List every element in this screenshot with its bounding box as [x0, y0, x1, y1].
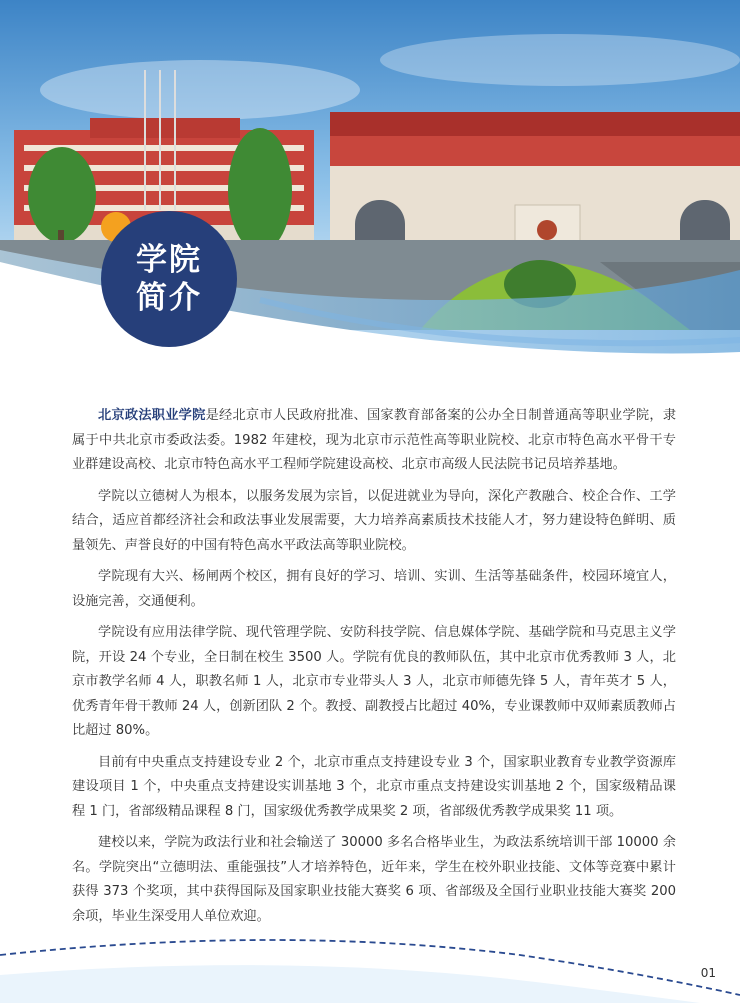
badge-line-1: 学院 — [136, 242, 202, 278]
paragraph-1-text: 是经北京市人民政府批准、国家教育部备案的公办全日制普通高等职业学院，隶属于中共北京市委政法委。1982 年建校，现为北京市示范性高等职业院校、北京市特色高水平骨干专业群建设高校、北京市特色高水平工程师学院建设高校、北京市高级人民法院书记员培养基地。 — [72, 408, 677, 472]
page-number: 01 — [700, 966, 716, 980]
paragraph-5: 目前有中央重点支持建设专业 2 个，北京市重点支持建设专业 3 个，国家职业教育专业教学资源库建设项目 1 个，中央重点支持建设实训基地 3 个，北京市重点支持建设实训基地 2 个，国家级精品课程 1 门，省部级精品课程 8 门，国家级优秀教学成果奖 2 项，省部级优秀教学成果奖 11 项。 — [72, 754, 676, 819]
paragraph-3: 学院现有大兴、杨闸两个校区，拥有良好的学习、培训、实训、生活等基础条件，校园环境宜人，设施完善，交通便利。 — [72, 569, 676, 609]
paragraph-4: 学院设有应用法律学院、现代管理学院、安防科技学院、信息媒体学院、基础学院和马克思主义学院，开设 24 个专业，全日制在校生 3500 人。学院有优良的教师队伍，其中北京市优秀教师 3 人，北京市教学名师 4 人，职教名师 1 人，北京市专业带头人 3 人，北京市师德先锋 5 人，青年英才 5 人，优秀青年骨干教师 24 人，创新团队 2 个。教授、副教授占比超过 40%，专业课教师中双师素质教师占比超过 80%。 — [72, 625, 676, 738]
paragraph-1 — [72, 404, 676, 478]
college-name: 北京政法职业学院 — [98, 408, 206, 423]
paragraph-6: 建校以来，学院为政法行业和社会输送了 30000 多名合格毕业生，为政法系统培训干部 10000 余名。学院突出“立德明法、重能强技”人才培养特色，近年来，学生在校外职业技能、文体等竞赛中累计获得 373 个奖项，其中获得国际及国家职业技能大赛奖 6 项、省部级及全国行业职业技能大赛奖 200 余项，毕业生深受用人单位欢迎。 — [72, 835, 676, 924]
paragraph-2: 学院以立德树人为根本，以服务发展为宗旨，以促进就业为导向，深化产教融合、校企合作、工学结合，适应首都经济社会和政法事业发展需要，大力培养高素质技术技能人才，努力建设特色鲜明、质量领先、声誉良好的中国有特色高水平政法高等职业院校。 — [72, 488, 676, 553]
campus-hero-photo — [0, 0, 740, 420]
introduction-body — [72, 404, 676, 936]
badge-line-2: 简介 — [136, 280, 202, 316]
footer-decoration — [0, 925, 740, 1003]
section-title-badge — [101, 211, 237, 347]
